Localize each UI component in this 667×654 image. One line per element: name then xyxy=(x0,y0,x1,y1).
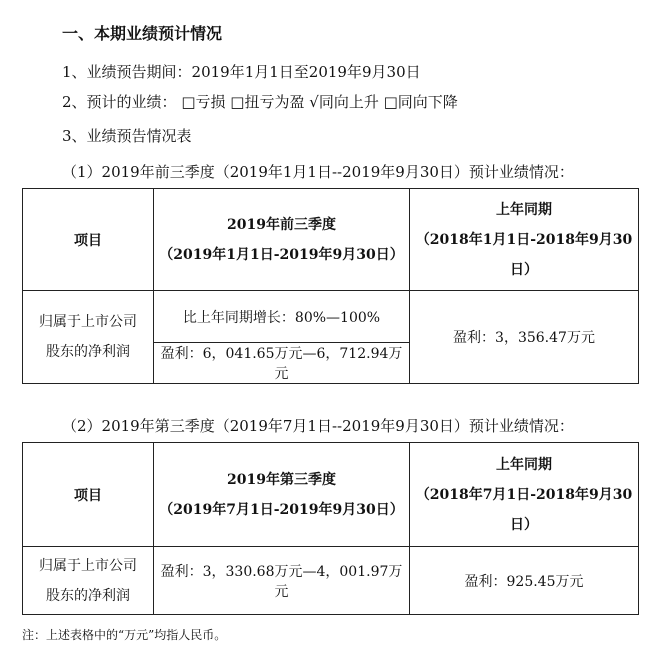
row-label xyxy=(23,291,154,384)
forecast-period: 1、业绩预告期间：2019年1月1日至2019年9月30日 xyxy=(62,63,421,81)
table-header-row xyxy=(23,443,639,547)
header-prior-range-end: 日） xyxy=(510,516,538,533)
header-prior-range: （2018年1月1日-2018年9月30 xyxy=(415,231,633,248)
section2-title: （2）2019年第三季度（2019年7月1日--2019年9月30日）预计业绩情况： xyxy=(62,417,574,435)
forecast-type-label: 2、预计的业绩： xyxy=(62,93,177,111)
forecast-table-heading: 3、业绩预告情况表 xyxy=(62,127,192,145)
option-decrease: □同向下降 xyxy=(383,93,458,111)
table-first-three-quarters xyxy=(22,188,639,384)
header-prior-title: 上年同期 xyxy=(496,201,552,218)
profit-range: 盈利：3，330.68万元—4，001.97万元 xyxy=(154,547,410,615)
header-prior-range-end: 日） xyxy=(510,261,538,278)
row-label-line2: 股东的净利润 xyxy=(46,587,130,604)
header-prior xyxy=(410,443,639,547)
header-current xyxy=(154,443,410,547)
header-current-title: 2019年第三季度 xyxy=(227,471,336,488)
footnote: 注：上述表格中的“万元”均指人民币。 xyxy=(22,628,227,642)
header-current-title: 2019年前三季度 xyxy=(227,216,336,233)
option-loss: □亏损 xyxy=(181,93,226,111)
header-prior xyxy=(410,189,639,291)
profit-range: 盈利：6，041.65万元—6，712.94万元 xyxy=(154,343,410,384)
forecast-type xyxy=(62,92,458,112)
section-heading: 一、本期业绩预计情况 xyxy=(62,24,223,43)
header-item: 项目 xyxy=(23,189,154,291)
header-prior-range: （2018年7月1日-2018年9月30 xyxy=(415,486,633,503)
section1-title: （1）2019年前三季度（2019年1月1日--2019年9月30日）预计业绩情况： xyxy=(62,163,574,181)
header-prior-title: 上年同期 xyxy=(496,456,552,473)
table-third-quarter xyxy=(22,442,639,615)
row-label-line1: 归属于上市公司 xyxy=(39,557,137,574)
row-label-line1: 归属于上市公司 xyxy=(39,314,137,330)
table-header-row xyxy=(23,189,639,291)
table-row xyxy=(23,547,639,615)
option-turnaround: □扭亏为盈 xyxy=(230,93,305,111)
row-label xyxy=(23,547,154,615)
header-item: 项目 xyxy=(23,443,154,547)
header-current xyxy=(154,189,410,291)
prior-profit: 盈利：3，356.47万元 xyxy=(410,291,639,384)
header-current-range: （2019年1月1日-2019年9月30日） xyxy=(159,246,404,263)
header-current-range: （2019年7月1日-2019年9月30日） xyxy=(159,501,404,518)
table-row xyxy=(23,291,639,343)
row-label-line2: 股东的净利润 xyxy=(46,344,130,360)
prior-profit: 盈利：925.45万元 xyxy=(410,547,639,615)
option-increase: √同向上升 xyxy=(309,93,379,111)
growth-range: 比上年同期增长：80%—100% xyxy=(154,291,410,343)
